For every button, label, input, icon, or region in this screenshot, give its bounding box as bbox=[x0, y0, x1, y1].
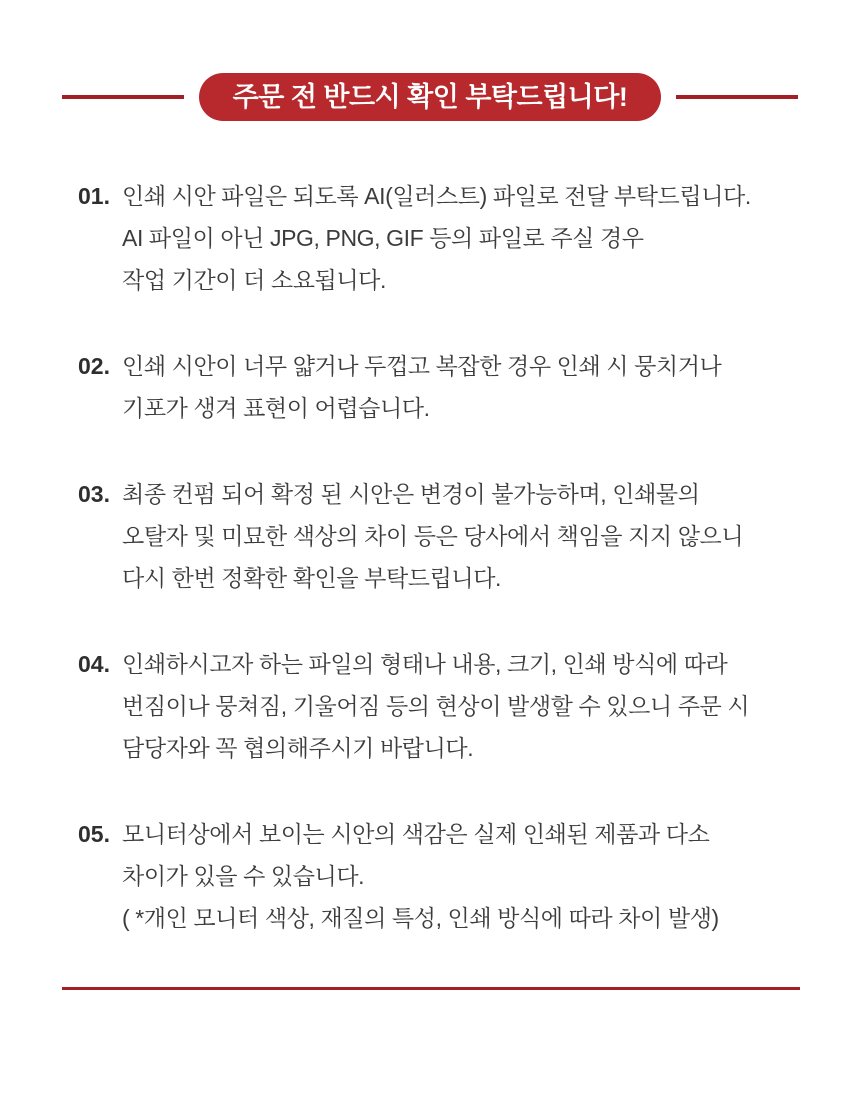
notice-text bbox=[122, 175, 798, 301]
notice-line: AI 파일이 아닌 JPG, PNG, GIF 등의 파일로 주실 경우 bbox=[122, 225, 644, 251]
notice-number: 01. bbox=[78, 183, 110, 209]
notice-item bbox=[78, 813, 798, 939]
notice-line: 담당자와 꼭 협의해주시기 바랍니다. bbox=[122, 735, 474, 761]
notice-number: 04. bbox=[78, 651, 110, 677]
footer-divider bbox=[62, 987, 800, 990]
notice-text bbox=[122, 345, 798, 429]
notice-item bbox=[78, 175, 798, 301]
header-left-rule bbox=[62, 95, 184, 99]
notice-line: 오탈자 및 미묘한 색상의 차이 등은 당사에서 책임을 지지 않으니 bbox=[122, 523, 744, 549]
notice-number: 02. bbox=[78, 353, 110, 379]
notice-text bbox=[122, 643, 798, 769]
notice-text bbox=[122, 813, 798, 939]
notice-number: 05. bbox=[78, 821, 110, 847]
notice-line: 인쇄하시고자 하는 파일의 형태나 내용, 크기, 인쇄 방식에 따라 bbox=[122, 651, 728, 677]
notice-line: 다시 한번 정확한 확인을 부탁드립니다. bbox=[122, 565, 502, 591]
notice-header bbox=[0, 73, 860, 121]
header-right-rule bbox=[676, 95, 798, 99]
notice-line: 모니터상에서 보이는 시안의 색감은 실제 인쇄된 제품과 다소 bbox=[122, 821, 710, 847]
notice-line: 인쇄 시안이 너무 얇거나 두껍고 복잡한 경우 인쇄 시 뭉치거나 bbox=[122, 353, 722, 379]
notice-item bbox=[78, 643, 798, 769]
notice-line: 인쇄 시안 파일은 되도록 AI(일러스트) 파일로 전달 부탁드립니다. bbox=[122, 183, 751, 209]
notice-text bbox=[122, 473, 798, 599]
notice-line: 최종 컨펌 되어 확정 된 시안은 변경이 불가능하며, 인쇄물의 bbox=[122, 481, 700, 507]
notice-number: 03. bbox=[78, 481, 110, 507]
notice-line: 차이가 있을 수 있습니다. bbox=[122, 863, 365, 889]
notice-item bbox=[78, 345, 798, 429]
notice-line: 기포가 생겨 표현이 어렵습니다. bbox=[122, 395, 430, 421]
notice-line: ( *개인 모니터 색상, 재질의 특성, 인쇄 방식에 따라 차이 발생) bbox=[122, 905, 719, 931]
notice-line: 작업 기간이 더 소요됩니다. bbox=[122, 267, 386, 293]
notice-item bbox=[78, 473, 798, 599]
order-confirm-badge: 주문 전 반드시 확인 부탁드립니다! bbox=[199, 73, 662, 121]
notice-list bbox=[0, 175, 860, 939]
notice-line: 번짐이나 뭉쳐짐, 기울어짐 등의 현상이 발생할 수 있으니 주문 시 bbox=[122, 693, 750, 719]
